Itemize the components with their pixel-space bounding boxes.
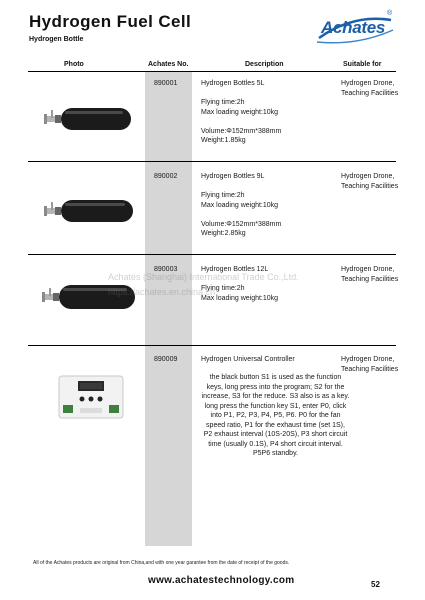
warranty-note: All of the Achates products are original from China,and with one year garantee from the date of receipt of the goods. xyxy=(33,560,290,566)
product-description: Hydrogen Bottles 5L Flying time:2h Max loading weight:10kg Volume:Φ152mm*388mm Weight:1.85kg xyxy=(201,80,282,144)
column-header-description: Description xyxy=(245,61,284,68)
product-suitable-for: Hydrogen Drone, Teaching Facilities xyxy=(341,356,399,373)
number-column-band xyxy=(145,71,192,546)
watermark-url: https://achates.en.china.cn xyxy=(108,287,216,297)
page-number: 52 xyxy=(371,580,380,589)
column-header-number: Achates No. xyxy=(148,61,189,68)
table-header-divider xyxy=(28,71,396,72)
achates-logo xyxy=(313,10,395,48)
page-title: Hydrogen Fuel Cell xyxy=(29,12,192,31)
registered-mark: ® xyxy=(387,10,393,17)
product-suitable-for: Hydrogen Drone, Teaching Facilities xyxy=(341,266,399,283)
logo-text: Achates xyxy=(321,18,386,37)
controller-icon xyxy=(58,375,124,419)
column-header-photo: Photo xyxy=(64,61,84,68)
hydrogen-bottle-icon xyxy=(39,104,139,134)
product-description: Hydrogen Bottles 12L Flying time:2h Max loading weight:10kg xyxy=(201,266,279,302)
product-suitable-for: Hydrogen Drone, Teaching Facilities xyxy=(341,173,399,190)
row-divider xyxy=(28,161,396,162)
product-number: 890001 xyxy=(154,80,178,87)
page-subtitle: Hydrogen Bottle xyxy=(29,36,84,43)
product-number: 890009 xyxy=(154,356,178,363)
column-header-suitable-for: Suitable for xyxy=(343,61,382,68)
product-description: Hydrogen Bottles 9L Flying time:2h Max loading weight:10kg Volume:Φ152mm*388mm Weight:2.85kg xyxy=(201,173,282,237)
row-divider xyxy=(28,345,396,346)
product-description-title: Hydrogen Universal Controller xyxy=(201,356,295,363)
website-link[interactable]: www.achatestechnology.com xyxy=(148,575,295,586)
row-divider xyxy=(28,254,396,255)
product-description: the black button S1 is used as the function keys, long press into the program; S2 for the increase, S3 for the reduce. S3 also is as a key. long press the function key S1, enter P0, click into P1, P2, P3, P4, P5, P6. P0 for the fan speed ratio, P1 for the exhaust time (set 1S), P2 exhaust interval (10S-20S), P3 short circuit time (usually 0.1S), P4 short circuit interval. P5P6 standby. xyxy=(201,374,350,457)
product-number: 890003 xyxy=(154,266,178,273)
product-number: 890002 xyxy=(154,173,178,180)
hydrogen-bottle-icon xyxy=(37,281,139,313)
product-suitable-for: Hydrogen Drone, Teaching Facilities xyxy=(341,80,399,97)
watermark-company: Achates (Shanghai) International Trade Co.,Ltd. xyxy=(108,272,299,282)
hydrogen-bottle-icon xyxy=(39,196,139,226)
